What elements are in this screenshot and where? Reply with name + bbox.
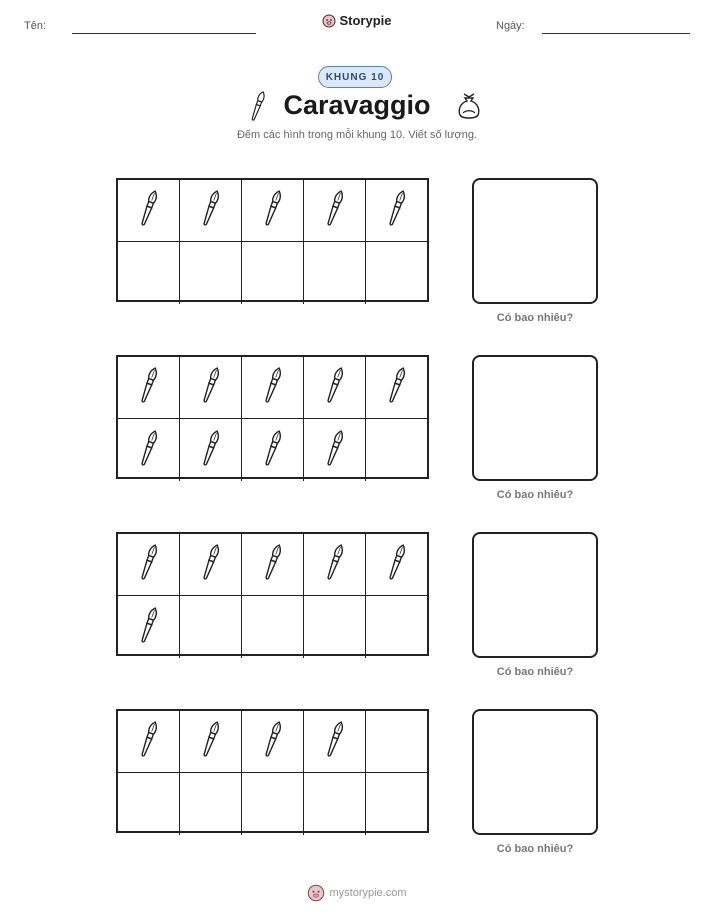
ten-frame-cell [180,180,242,242]
paintbrush-icon [261,425,285,476]
ten-frame-cell [242,534,304,596]
ten-frame-cell [180,711,242,773]
answer-box[interactable] [472,532,598,658]
paintbrush-icon [137,539,161,590]
ten-frame-cell [366,596,428,658]
answer-box[interactable] [472,178,598,304]
how-many-prompt: Có bao nhiêu? [496,843,574,855]
ten-frame [116,709,429,833]
footer [0,884,714,902]
ten-frame-cell [180,596,242,658]
ten-frame-cell [118,242,180,304]
instructions: Đếm các hình trong mỗi khung 10. Viết số lượng. [236,129,477,141]
ten-frame-cell [366,242,428,304]
ten-frame-cell [304,242,366,304]
ten-frame-cell [180,773,242,835]
ten-frame-cell [304,534,366,596]
ten-frame-cell [118,419,180,481]
paintbrush-icon [261,185,285,236]
ten-frame-cell [242,419,304,481]
ten-frame-cell [242,180,304,242]
ten-frame-cell [118,711,180,773]
ten-frame [116,178,429,302]
ten-frame [116,355,429,479]
how-many-prompt: Có bao nhiêu? [496,489,574,501]
paintbrush-icon [137,602,161,653]
paintbrush-icon [199,185,223,236]
ten-frame-cell [304,711,366,773]
paintbrush-icon [137,425,161,476]
ten-frame-cell [366,419,428,481]
ten-frame-cell [242,357,304,419]
paintbrush-icon [137,362,161,413]
ten-frame-cell [304,773,366,835]
how-many-prompt: Có bao nhiêu? [496,312,574,324]
paint-pouch-icon [456,91,482,121]
paintbrush-icon [385,539,409,590]
ten-frame-cell [180,357,242,419]
paintbrush-icon [137,185,161,236]
ten-frame-cell [180,242,242,304]
paintbrush-icon [323,539,347,590]
ten-frame-cell [242,242,304,304]
ten-frame-cell [180,419,242,481]
ten-frame-cell [304,357,366,419]
paintbrush-icon [323,425,347,476]
ten-frame-badge: KHUNG 10 [318,66,392,88]
brand [0,13,714,28]
ten-frame-cell [366,180,428,242]
ten-frame-cell [366,534,428,596]
pig-mascot-icon [322,14,336,28]
paintbrush-icon [385,185,409,236]
ten-frame-cell [304,419,366,481]
paintbrush-icon [323,185,347,236]
paintbrush-icon [199,539,223,590]
paintbrush-icon [199,716,223,767]
ten-frame-cell [304,596,366,658]
ten-frame-cell [118,773,180,835]
ten-frame-cell [242,711,304,773]
ten-frame-cell [242,773,304,835]
answer-box[interactable] [472,709,598,835]
name-label: Tên: [24,20,47,32]
ten-frame-cell [118,180,180,242]
footer-url[interactable]: mystorypie.com [329,887,407,899]
paintbrush-icon [261,362,285,413]
answer-box[interactable] [472,355,598,481]
ten-frame-cell [242,596,304,658]
ten-frame-cell [366,711,428,773]
ten-frame-cell [118,596,180,658]
paintbrush-icon [137,716,161,767]
paintbrush-icon [199,425,223,476]
paintbrush-icon [261,716,285,767]
ten-frame [116,532,429,656]
paintbrush-icon [323,362,347,413]
ten-frame-cell [366,357,428,419]
ten-frame-cell [304,180,366,242]
paintbrush-icon [385,362,409,413]
ten-frame-cell [118,357,180,419]
ten-frame-cell [118,534,180,596]
date-line[interactable] [542,33,690,34]
ten-frame-cell [366,773,428,835]
paintbrush-icon [323,716,347,767]
how-many-prompt: Có bao nhiêu? [496,666,574,678]
brand-name: Storypie [339,13,392,28]
paintbrush-icon [261,539,285,590]
pig-mascot-icon [307,884,325,902]
ten-frame-cell [180,534,242,596]
page-title: Caravaggio [283,90,431,120]
name-line[interactable] [72,33,256,34]
paintbrush-icon [199,362,223,413]
date-label: Ngày: [496,20,525,32]
